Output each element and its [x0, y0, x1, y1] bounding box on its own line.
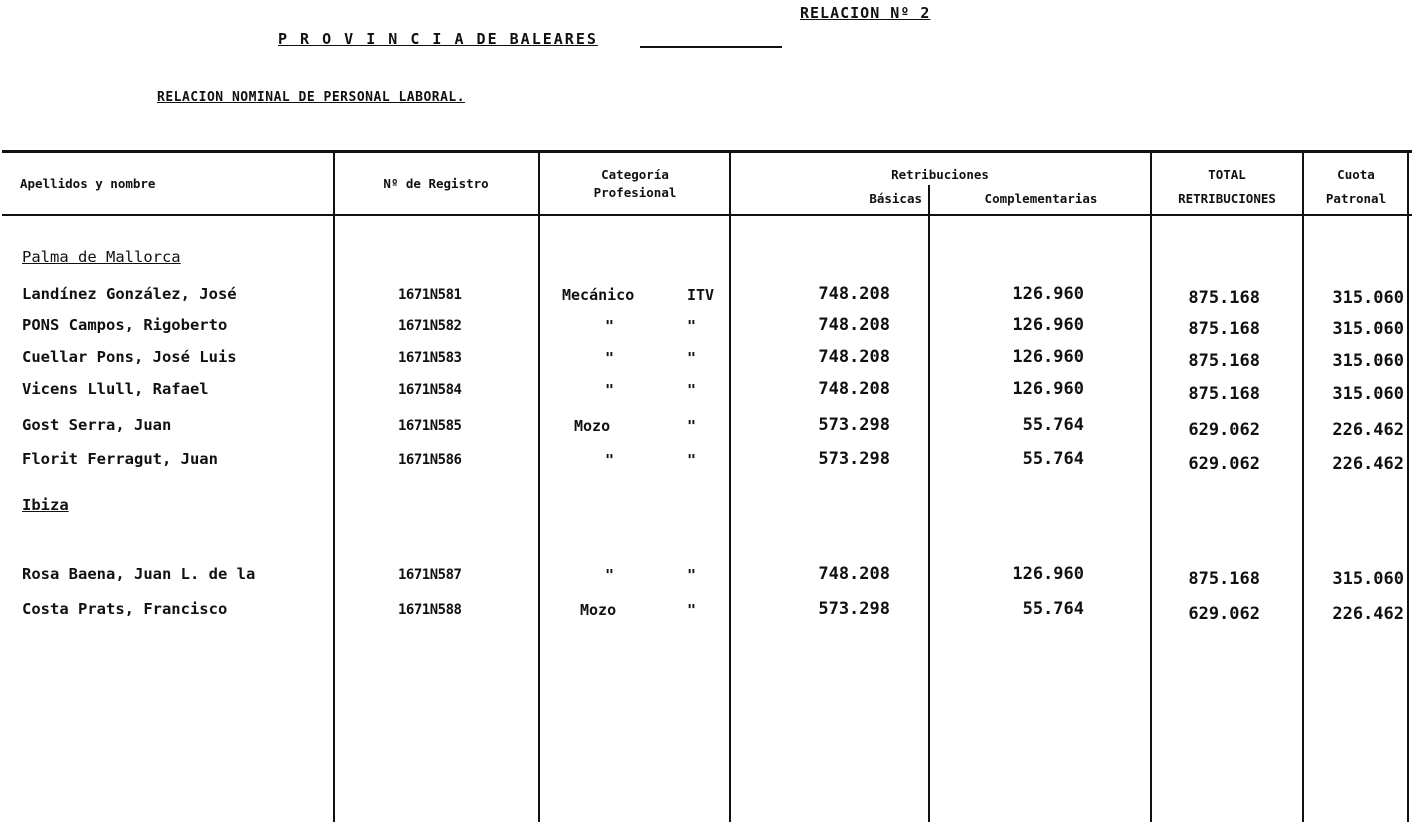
cuota-cell: 226.462 — [1332, 604, 1404, 624]
complementarias-cell: 126.960 — [1012, 347, 1084, 367]
complementarias-cell: 55.764 — [1022, 415, 1084, 435]
registro-cell: 1671N587 — [398, 567, 462, 583]
total-cell: 875.168 — [1188, 569, 1260, 589]
total-cell: 629.062 — [1188, 454, 1260, 474]
cuota-cell: 315.060 — [1332, 351, 1404, 371]
categoria-cell: Mozo — [574, 417, 611, 435]
categoria-suffix-cell: " — [687, 317, 697, 335]
header-basicas: Básicas — [869, 191, 922, 206]
section-title-ibiza: Ibiza — [22, 496, 69, 514]
categoria-suffix-cell: " — [687, 601, 697, 619]
categoria-suffix-cell: " — [687, 566, 697, 584]
registro-cell: 1671N588 — [398, 602, 462, 618]
header-complementarias: Complementarias — [984, 191, 1098, 206]
complementarias-cell: 55.764 — [1022, 449, 1084, 469]
column-divider — [729, 152, 731, 822]
header-categoria-line1: Categoría — [601, 167, 669, 182]
registro-cell: 1671N582 — [398, 318, 462, 334]
categoria-cell: " — [605, 381, 615, 399]
total-cell: 875.168 — [1188, 351, 1260, 371]
basicas-cell: 748.208 — [818, 284, 890, 304]
categoria-cell: " — [605, 349, 615, 367]
categoria-cell: " — [605, 566, 615, 584]
cuota-cell: 315.060 — [1332, 319, 1404, 339]
header-retribuciones: Retribuciones — [891, 167, 989, 182]
nombre-cell: Vicens Llull, Rafael — [22, 380, 209, 398]
categoria-suffix-cell: " — [687, 349, 697, 367]
header-total-line1: TOTAL — [1208, 167, 1246, 182]
total-cell: 875.168 — [1188, 384, 1260, 404]
total-cell: 629.062 — [1188, 604, 1260, 624]
basicas-cell: 748.208 — [818, 379, 890, 399]
basicas-cell: 748.208 — [818, 315, 890, 335]
column-divider — [928, 185, 930, 822]
header-cuota-line2: Patronal — [1325, 191, 1387, 206]
column-divider — [333, 152, 335, 822]
registro-cell: 1671N581 — [398, 287, 462, 303]
nombre-cell: Landínez González, José — [22, 285, 237, 303]
cuota-cell: 315.060 — [1332, 569, 1404, 589]
table-header-rule — [2, 214, 1412, 216]
column-divider — [538, 152, 540, 822]
document-subtitle: RELACION NOMINAL DE PERSONAL LABORAL. — [157, 90, 466, 105]
title-underline — [640, 46, 782, 48]
categoria-cell: " — [605, 451, 615, 469]
header-total-line2: RETRIBUCIONES — [1178, 191, 1276, 206]
registro-cell: 1671N585 — [398, 418, 462, 434]
cuota-cell: 226.462 — [1332, 454, 1404, 474]
categoria-suffix-cell: " — [687, 381, 697, 399]
complementarias-cell: 126.960 — [1012, 564, 1084, 584]
basicas-cell: 573.298 — [818, 449, 890, 469]
relacion-number: RELACION Nº 2 — [800, 4, 931, 22]
registro-cell: 1671N583 — [398, 350, 462, 366]
categoria-suffix-cell: ITV — [687, 286, 715, 304]
categoria-cell: " — [605, 317, 615, 335]
cuota-cell: 315.060 — [1332, 288, 1404, 308]
basicas-cell: 748.208 — [818, 347, 890, 367]
nombre-cell: PONS Campos, Rigoberto — [22, 316, 228, 334]
nombre-cell: Florit Ferragut, Juan — [22, 450, 218, 468]
basicas-cell: 573.298 — [818, 599, 890, 619]
total-cell: 875.168 — [1188, 288, 1260, 308]
total-cell: 629.062 — [1188, 420, 1260, 440]
total-cell: 875.168 — [1188, 319, 1260, 339]
nombre-cell: Costa Prats, Francisco — [22, 600, 228, 618]
cuota-cell: 315.060 — [1332, 384, 1404, 404]
header-registro: Nº de Registro — [383, 176, 489, 191]
complementarias-cell: 55.764 — [1022, 599, 1084, 619]
header-cuota-line1: Cuota — [1337, 167, 1375, 182]
nombre-cell: Gost Serra, Juan — [22, 416, 172, 434]
categoria-suffix-cell: " — [687, 451, 697, 469]
nombre-cell: Cuellar Pons, José Luis — [22, 348, 237, 366]
complementarias-cell: 126.960 — [1012, 284, 1084, 304]
cuota-cell: 226.462 — [1332, 420, 1404, 440]
basicas-cell: 573.298 — [818, 415, 890, 435]
nombre-cell: Rosa Baena, Juan L. de la — [22, 565, 256, 583]
header-nombre: Apellidos y nombre — [20, 176, 156, 191]
complementarias-cell: 126.960 — [1012, 315, 1084, 335]
header-categoria-line2: Profesional — [593, 185, 677, 200]
basicas-cell: 748.208 — [818, 564, 890, 584]
categoria-cell: Mecánico — [562, 286, 635, 304]
column-divider — [1150, 152, 1152, 822]
column-divider — [1302, 152, 1304, 822]
categoria-cell: Mozo — [580, 601, 617, 619]
column-divider — [1407, 152, 1409, 822]
registro-cell: 1671N586 — [398, 452, 462, 468]
registro-cell: 1671N584 — [398, 382, 462, 398]
provincia-title: P R O V I N C I A DE BALEARES — [278, 30, 598, 48]
categoria-suffix-cell: " — [687, 417, 697, 435]
complementarias-cell: 126.960 — [1012, 379, 1084, 399]
table-top-rule — [2, 150, 1412, 153]
section-title-palma: Palma de Mallorca — [22, 248, 181, 266]
